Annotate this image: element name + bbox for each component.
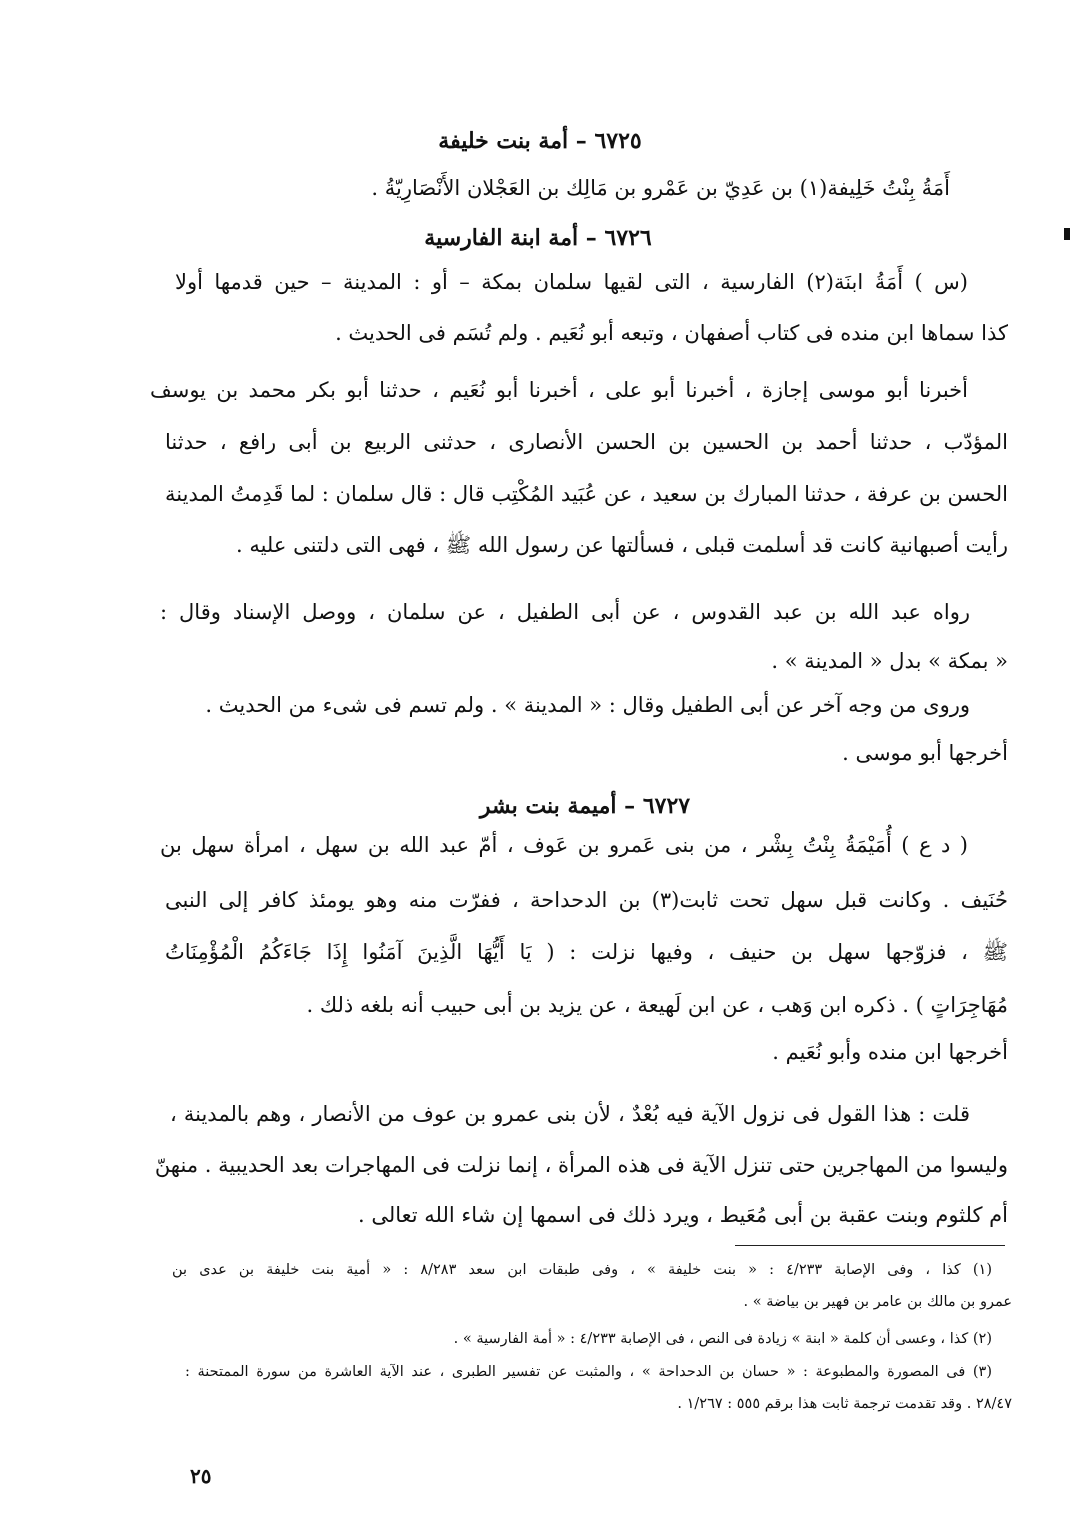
entry-6727-p1-line-2: حُنَيف . وكانت قبل سهل تحت ثابت(٣) بن الدحداحة ، ففرّت منه وهو يومئذ كافر إلى النبى — [165, 888, 1008, 912]
entry-6727-p1-line-3: ﷺ ، فزوّجها سهل بن حنيف ، وفيها نزلت : ( يَا أَيُّهَا الَّذِينَ آمَنُوا إِذَا جَاءَكُمُ الْمُؤْمِنَاتُ — [165, 940, 1008, 964]
entry-6726-p3-line-1: رواه عبد الله بن عبد القدوس ، عن أبى الطفيل ، عن سلمان ، ووصل الإسناد وقال : — [160, 600, 970, 624]
entry-6726-p2-line-2: المؤدّب ، حدثنا أحمد بن الحسين بن الحسن الأنصارى ، حدثنى الربيع بن أبى رافع ، حدثنا — [165, 430, 1008, 454]
entry-6727-p3-line-1: قلت : هذا القول فى نزول الآية فيه بُعْدٌ ، لأن بنى عمرو بن عوف من الأنصار ، وهم بالمدينة ، — [170, 1102, 970, 1126]
entry-heading-6727: ٦٧٢٧ – أميمة بنت بشر — [479, 793, 691, 819]
entry-6726-p5-line-1: أخرجها أبو موسى . — [842, 741, 1008, 765]
entry-6727-p2-line-1: أخرجها ابن منده وأبو نُعَيم . — [772, 1040, 1008, 1064]
entry-6726-p4-line-1: وروى من وجه آخر عن أبى الطفيل وقال : « المدينة » . ولم تسم فى شىء من الحديث . — [205, 693, 970, 717]
entry-6726-p1-line-2: كذا سماها ابن منده فى كتاب أصفهان ، وتبعه أبو نُعَيم . ولم تُسَم فى الحديث . — [335, 321, 1008, 345]
entry-6726-p3-line-2: « بمكة » بدل « المدينة » . — [771, 649, 1008, 673]
margin-mark — [1064, 228, 1070, 240]
entry-6726-p2-line-4: رأيت أصبهانية كانت قد أسلمت قبلى ، فسألتها عن رسول الله ﷺ ، فهى التى دلتنى عليه . — [235, 533, 1008, 557]
entry-heading-6726: ٦٧٢٦ – أمة ابنة الفارسية — [424, 225, 652, 251]
entry-6727-p3-line-3: أم كلثوم وبنت عقبة بن أبى مُعَيط ، ويرد ذلك فى اسمها إن شاء الله تعالى . — [358, 1203, 1008, 1227]
entry-6726-p2-line-1: أخبرنا أبو موسى إجازة ، أخبرنا أبو على ، أخبرنا أبو نُعَيم ، حدثنا أبو بكر محمد بن يوسف — [150, 378, 968, 402]
footnote-divider — [735, 1245, 1005, 1246]
footnote-3-line-1: (٣) فى المصورة والمطبوعة : « حسان بن الدحداحة » ، والمثبت عن تفسير الطبرى ، عند الآية العاشرة من سورة الممتحنة : — [185, 1364, 992, 1380]
entry-6726-p1-line-1: (س ) أَمَةُ ابنَة(٢) الفارسية ، التى لقيها سلمان بمكة – أو : المدينة – حين قدمها أولا — [175, 270, 968, 294]
entry-6725-line-1: أَمَةُ بِنْتُ خَلِيفة(١) بن عَدِيّ بن عَمْرو بن مَالِك بن العَجْلان الأَنْصَارِيّةُ . — [371, 176, 950, 200]
entry-6726-p2-line-3: الحسن بن عرفة ، حدثنا المبارك بن سعيد ، عن عُبَيد المُكْتِب قال : قال سلمان : لما قَدِمتُ المدينة — [165, 482, 1008, 506]
entry-6727-p1-line-1: ( د ع ) أُمَيْمَةُ بِنْتُ بِشْر ، من بنى عَمرو بن عَوف ، أمّ عبد الله بن سهل ، امرأة سهل بن — [160, 833, 968, 857]
footnote-2-line-1: (٢) كذا ، وعسى أن كلمة « ابنة » زيادة فى النص ، فى الإصابة ٤/٢٣٣ : « أمة الفارسية » . — [453, 1331, 992, 1347]
footnote-1-line-1: (١) كذا ، وفى الإصابة ٤/٢٣٣ : « بنت خليفة » ، وفى طبقات ابن سعد ٨/٢٨٣ : « أمية بنت خليفة بن عدى بن — [172, 1262, 993, 1278]
entry-6727-p3-line-2: وليسوا من المهاجرين حتى تنزل الآية فى هذه المرأة ، إنما نزلت فى المهاجرات بعد الحديبية . منهنّ — [154, 1153, 1008, 1177]
entry-6727-p1-line-4: مُهَاجِرَاتٍ ) . ذكره ابن وَهب ، عن ابن لَهيعة ، عن يزيد بن أبى حبيب أنه بلغه ذلك . — [306, 993, 1008, 1017]
entry-heading-6725: ٦٧٢٥ – أمة بنت خليفة — [438, 128, 642, 154]
page-number: ٢٥ — [190, 1464, 212, 1488]
footnote-1-line-2: عمرو بن مالك بن عامر بن فهير بن بياضة » . — [743, 1294, 1012, 1310]
footnote-3-line-2: ٢٨/٤٧ . وقد تقدمت ترجمة ثابت هذا برقم ٥٥٥ : ١/٢٦٧ . — [677, 1396, 1012, 1412]
